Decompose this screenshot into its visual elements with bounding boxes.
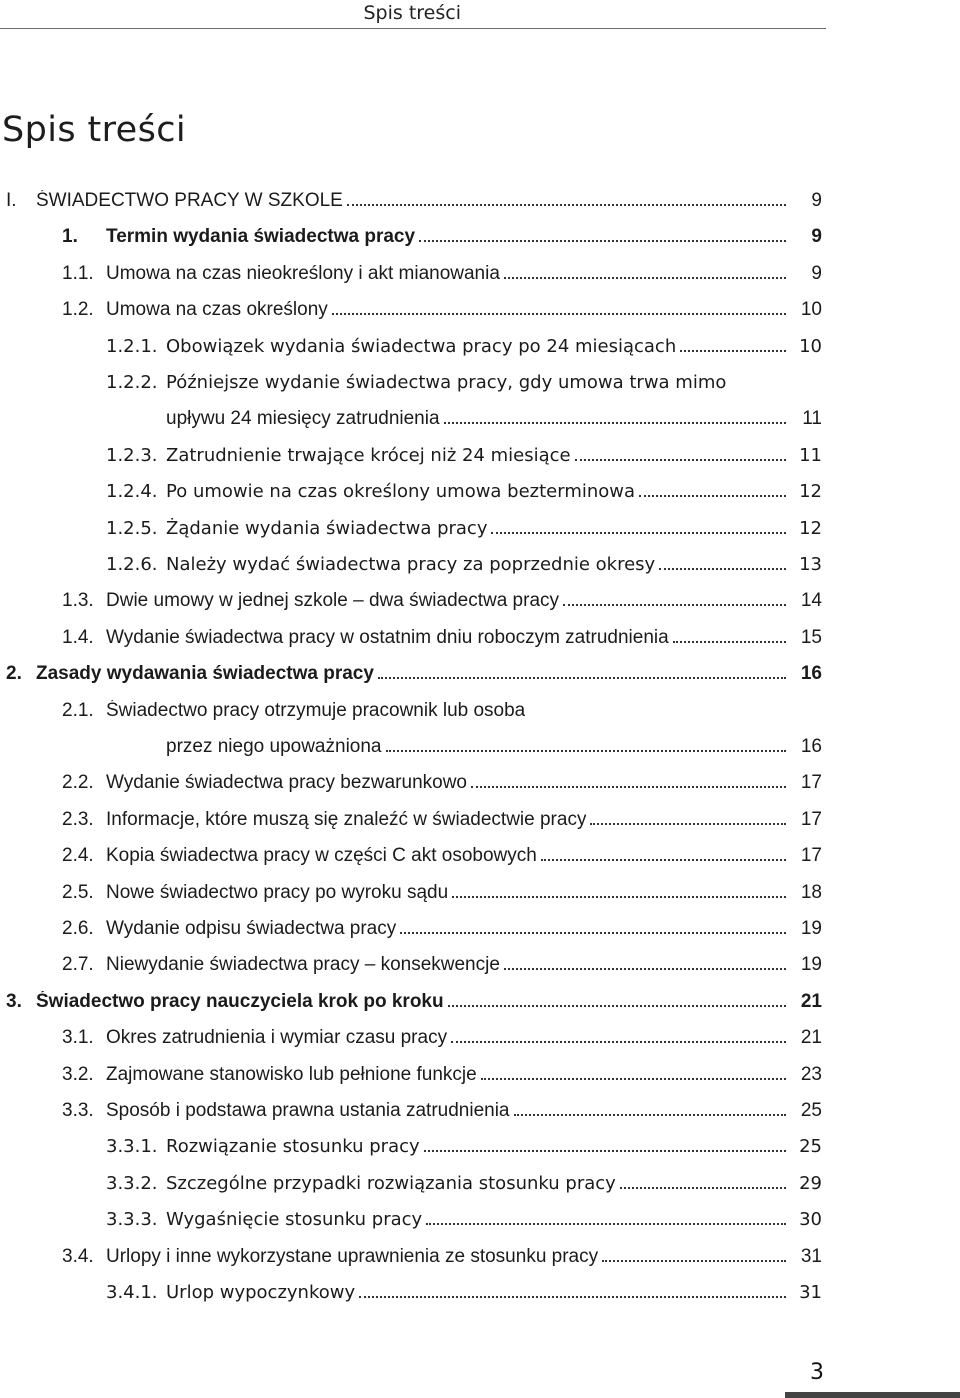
toc-entry-number: 1.2.4. <box>106 481 158 503</box>
toc-entry-title: Termin wydania świadectwa pracy <box>106 226 416 248</box>
toc-entry-page: 12 <box>799 481 822 503</box>
toc-entry-number: 2.4. <box>62 845 94 867</box>
toc-entry-title: Urlopy i inne wykorzystane uprawnienia ze stosunku pracy <box>106 1245 599 1267</box>
toc-entry-number: 1.3. <box>62 590 94 612</box>
toc-dot-leader <box>448 1005 786 1007</box>
toc-dot-leader <box>504 277 786 279</box>
toc-entry-page: 19 <box>800 918 822 939</box>
toc-entry-title: Zatrudnienie trwające krócej niż 24 miesiące <box>166 444 571 466</box>
toc-entry-page: 30 <box>799 1209 822 1231</box>
toc-entry <box>62 263 822 285</box>
toc-dot-leader <box>504 968 786 970</box>
toc-entry-title: Wydanie odpisu świadectwa pracy <box>106 918 397 939</box>
toc-entry-page: 17 <box>800 808 822 830</box>
toc-dot-leader <box>452 896 786 898</box>
toc-entry-page: 9 <box>811 262 822 284</box>
toc-entry <box>6 663 822 685</box>
toc-entry-title: Wydanie świadectwa pracy w ostatnim dniu roboczym zatrudnienia <box>106 626 669 648</box>
toc-entry-number: I. <box>6 190 17 211</box>
toc-dot-leader <box>602 1260 786 1262</box>
toc-entry-number: 3.3.2. <box>106 1172 158 1194</box>
toc-dot-leader <box>400 932 786 934</box>
toc-dot-leader <box>347 204 786 206</box>
toc-dot-leader <box>541 859 786 861</box>
toc-entry-title: Umowa na czas określony <box>106 299 328 321</box>
page-number: 3 <box>810 1360 824 1385</box>
toc-dot-leader <box>673 641 786 643</box>
toc-entry-number: 3.3.3. <box>106 1209 158 1231</box>
toc-entry-number: 3.3. <box>62 1100 94 1121</box>
toc-entry <box>62 918 822 940</box>
toc-entry-number: 2.3. <box>62 808 94 830</box>
toc-entry-page: 15 <box>800 626 822 648</box>
toc-entry <box>6 991 822 1013</box>
toc-entry-page: 10 <box>799 335 822 357</box>
footer-rule <box>785 1392 960 1398</box>
toc-entry-page: 21 <box>800 990 822 1012</box>
toc-dot-leader <box>359 1296 786 1298</box>
toc-dot-leader <box>575 459 786 461</box>
toc-entry-number: 1.2.5. <box>106 517 158 539</box>
toc-entry-title: Okres zatrudnienia i wymiar czasu pracy <box>106 1027 448 1049</box>
toc-entry-title: Świadectwo pracy nauczyciela krok po kroku <box>36 990 444 1012</box>
running-header-title: Spis treści <box>363 2 461 24</box>
toc-entry-title: przez niego upoważniona <box>166 736 382 757</box>
toc-entry <box>62 226 822 248</box>
toc-entry-number: 3.4. <box>62 1245 94 1267</box>
toc-entry-number: 1.1. <box>62 262 94 284</box>
toc-entry <box>106 736 822 758</box>
toc-entry <box>166 408 822 430</box>
toc-entry <box>62 882 822 904</box>
toc-entry <box>106 1282 822 1303</box>
toc-entry-page: 16 <box>800 663 822 685</box>
toc-entry-page: 21 <box>800 1027 822 1049</box>
toc-entry-number: 3.3.1. <box>106 1136 158 1158</box>
toc-entry-title: Żądanie wydania świadectwa pracy <box>166 517 488 539</box>
toc-entry-page: 11 <box>799 444 822 466</box>
toc-entry-title: upływu 24 miesięcy zatrudnienia <box>166 408 440 430</box>
toc-entry-page: 9 <box>811 226 822 248</box>
toc-dot-leader <box>471 786 786 788</box>
toc-entry <box>62 627 822 649</box>
toc-entry-page: 29 <box>799 1172 822 1194</box>
toc-entry-page: 11 <box>802 408 822 430</box>
toc-dot-leader <box>639 495 786 497</box>
toc-entry-page: 17 <box>800 772 822 794</box>
toc-entry <box>106 1136 822 1157</box>
toc-entry <box>106 518 822 539</box>
toc-entry-page: 23 <box>800 1063 822 1085</box>
toc-entry-page: 13 <box>799 554 822 575</box>
toc-entry <box>62 772 822 794</box>
toc-dot-leader <box>514 1114 787 1116</box>
toc-entry-page: 25 <box>800 1100 822 1121</box>
toc-entry-number: 3.1. <box>62 1027 94 1049</box>
toc-entry-title: Umowa na czas nieokreślony i akt mianowania <box>106 262 500 284</box>
toc-entry-page: 18 <box>800 881 822 903</box>
toc-entry <box>62 809 822 831</box>
toc-dot-leader <box>451 1041 786 1043</box>
toc-dot-leader <box>491 532 786 534</box>
toc-entry-page: 16 <box>800 736 822 757</box>
toc-entry <box>106 554 822 575</box>
toc-entry <box>62 1027 822 1049</box>
toc-entry <box>62 954 822 976</box>
toc-entry-page: 31 <box>800 1245 822 1267</box>
toc-entry-page: 19 <box>800 954 822 976</box>
page-title: Spis treści <box>2 110 186 150</box>
toc-entry <box>106 445 822 466</box>
toc-dot-leader <box>620 1187 786 1189</box>
toc-entry-title: Szczególne przypadki rozwiązania stosunku pracy <box>166 1172 616 1194</box>
toc-entry-title: ŚWIADECTWO PRACY W SZKOLE <box>36 190 343 211</box>
toc-entry <box>106 1209 822 1230</box>
toc-dot-leader <box>481 1078 786 1080</box>
toc-entry <box>62 1064 822 1086</box>
toc-dot-leader <box>419 240 786 242</box>
toc-entry <box>62 1100 822 1122</box>
toc-entry <box>62 700 822 722</box>
toc-entry <box>106 372 822 393</box>
toc-dot-leader <box>424 1150 786 1152</box>
toc-entry <box>62 299 822 321</box>
toc-entry-title: Niewydanie świadectwa pracy – konsekwencje <box>106 954 500 976</box>
toc-entry-number: 1.2.3. <box>106 444 158 466</box>
toc-entry-number: 1. <box>62 226 78 248</box>
toc-entry-title: Wydanie świadectwa pracy bezwarunkowo <box>106 772 467 794</box>
toc-entry-page: 14 <box>800 590 822 612</box>
toc-dot-leader <box>590 823 786 825</box>
toc-entry-number: 1.2.1. <box>106 335 158 357</box>
toc-entry-number: 1.2.2. <box>106 372 158 393</box>
toc-entry-title: Po umowie na czas określony umowa bezterminowa <box>166 481 636 503</box>
toc-entry-title: Informacje, które muszą się znaleźć w świadectwie pracy <box>106 808 587 830</box>
toc-entry-number: 2.1. <box>62 699 94 721</box>
toc-entry <box>106 481 822 502</box>
toc-entry <box>62 1246 822 1268</box>
toc-entry-title: Urlop wypoczynkowy <box>166 1282 356 1303</box>
toc-entry <box>6 190 822 212</box>
toc-entry-number: 1.2. <box>62 299 94 321</box>
toc-dot-leader <box>332 313 786 315</box>
toc-dot-leader <box>386 750 787 752</box>
toc-entry-page: 9 <box>811 190 822 211</box>
toc-entry-number: 2.6. <box>62 918 94 939</box>
toc-entry-number: 3.2. <box>62 1063 94 1085</box>
toc-entry-number: 3. <box>6 990 22 1012</box>
toc-entry-title: Obowiązek wydania świadectwa pracy po 24 miesiącach <box>166 335 677 357</box>
running-header <box>0 0 826 29</box>
toc-entry-title: Zajmowane stanowisko lub pełnione funkcje <box>106 1063 477 1085</box>
toc-dot-leader <box>444 422 786 424</box>
toc-entry-number: 2. <box>6 663 22 685</box>
toc-entry-title: Świadectwo pracy otrzymuje pracownik lub osoba <box>106 699 526 721</box>
toc-entry-title: Rozwiązanie stosunku pracy <box>166 1136 420 1158</box>
toc-entry-title: Należy wydać świadectwa pracy za poprzednie okresy <box>166 554 656 575</box>
toc-entry-number: 1.2.6. <box>106 554 158 575</box>
toc-entry-number: 3.4.1. <box>106 1282 158 1303</box>
toc-entry-title: Kopia świadectwa pracy w części C akt osobowych <box>106 845 537 867</box>
toc-entry-page: 17 <box>800 845 822 867</box>
toc-entry-page: 31 <box>799 1282 822 1303</box>
toc-entry <box>106 1173 822 1194</box>
toc-dot-leader <box>680 350 786 352</box>
toc-entry <box>106 336 822 357</box>
toc-entry-number: 1.4. <box>62 626 94 648</box>
toc-entry-title: Późniejsze wydanie świadectwa pracy, gdy umowa trwa mimo <box>166 372 727 393</box>
toc-entry-title: Dwie umowy w jednej szkole – dwa świadectwa pracy <box>106 590 560 612</box>
toc-dot-leader <box>426 1223 786 1225</box>
toc-entry-number: 2.7. <box>62 954 94 976</box>
toc-entry-title: Nowe świadectwo pracy po wyroku sądu <box>106 881 449 903</box>
toc-entry-title: Sposób i podstawa prawna ustania zatrudnienia <box>106 1100 510 1121</box>
toc-entry <box>62 845 822 867</box>
toc-entry-title: Zasady wydawania świadectwa pracy <box>36 663 374 685</box>
toc-entry-number: 2.5. <box>62 881 94 903</box>
toc-entry-title: Wygaśnięcie stosunku pracy <box>166 1209 423 1231</box>
toc-entry-page: 25 <box>799 1136 822 1158</box>
toc-entry <box>62 590 822 612</box>
toc-entry-page: 12 <box>799 517 822 539</box>
toc-dot-leader <box>563 604 786 606</box>
toc-dot-leader <box>378 677 786 679</box>
toc-entry-page: 10 <box>800 299 822 321</box>
toc-dot-leader <box>659 568 786 570</box>
toc-entry-number: 2.2. <box>62 772 94 794</box>
